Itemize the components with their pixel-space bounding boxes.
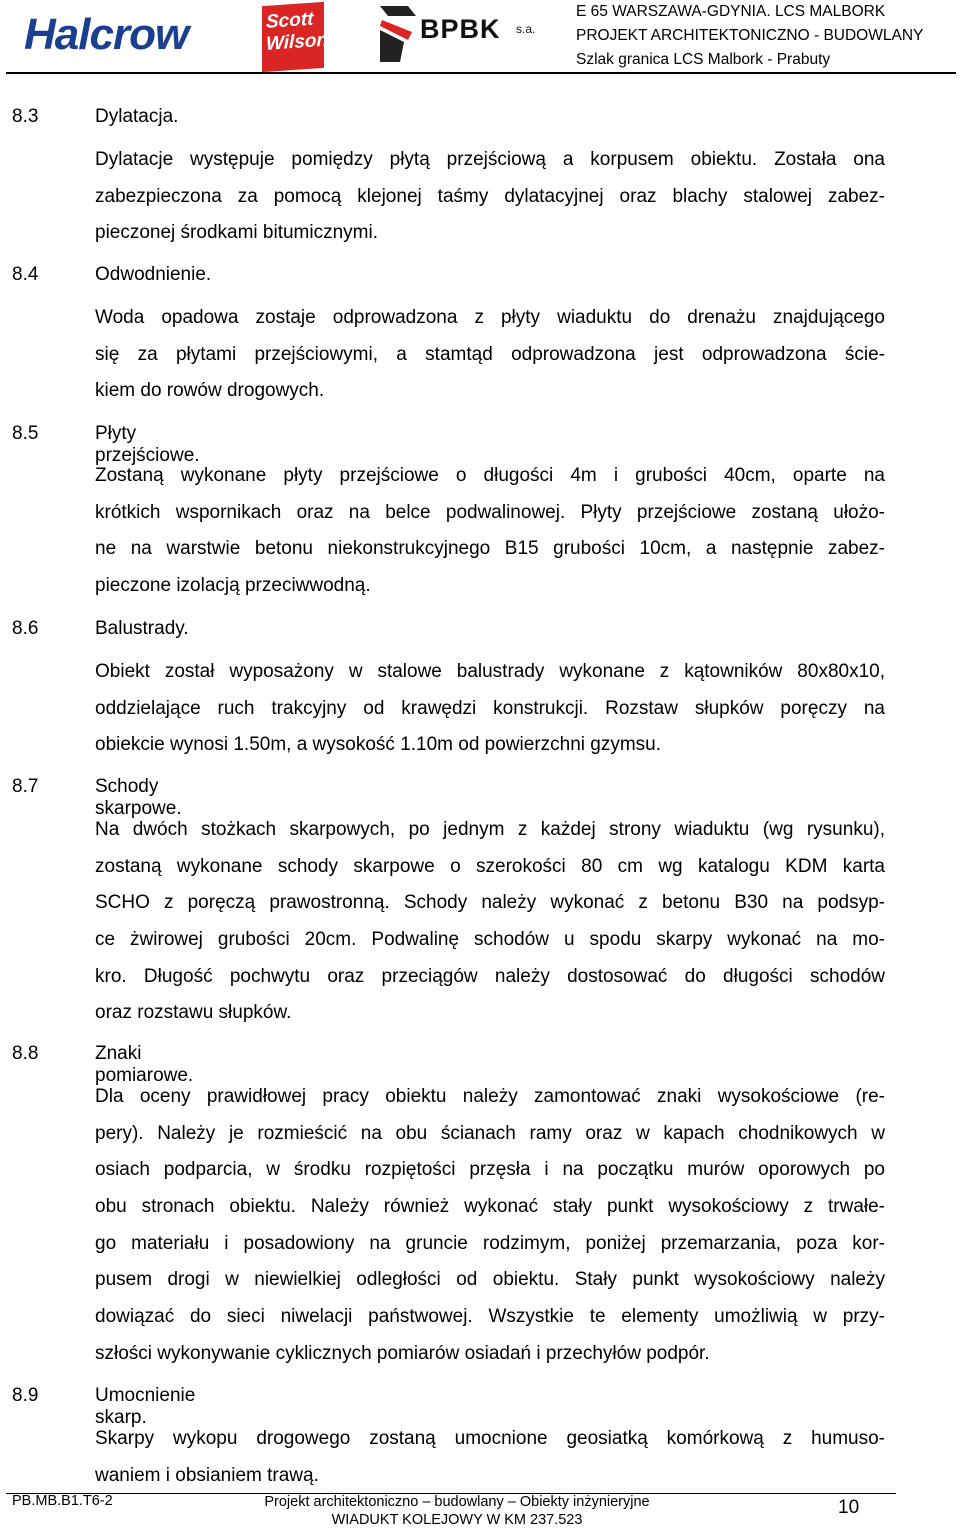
bpbk-logo-sa: s.a. xyxy=(516,22,536,36)
section-number: 8.5 xyxy=(12,423,39,444)
section-paragraph xyxy=(95,300,885,410)
section-number: 8.9 xyxy=(12,1385,39,1406)
section-number: 8.4 xyxy=(12,264,39,285)
header-project-info xyxy=(576,0,923,72)
paragraph-line: zostaną wykonane schody skarpowe o szerokości 80 cm wg katalogu KDM karta xyxy=(95,855,885,877)
paragraph-line: ne na warstwie betonu niekonstrukcyjnego B15 grubości 10cm, a następnie zabez- xyxy=(95,538,885,560)
paragraph-line: ce żwirowej grubości 20cm. Podwalinę schodów u spodu skarpy wykonać na mo- xyxy=(95,929,885,951)
section-paragraph xyxy=(95,1079,885,1373)
section-paragraph xyxy=(95,654,885,764)
paragraph-line: pieczone izolacją przeciwwodną. xyxy=(95,575,371,597)
paragraph-line: Skarpy wykopu drogowego zostaną umocnione geosiatką komórkową z humuso- xyxy=(95,1428,885,1449)
paragraph-line: SCHO z poręczą prawostronną. Schody należy wykonać z betonu B30 na podsyp- xyxy=(95,892,885,914)
section-title: Schody skarpowe. xyxy=(95,776,182,819)
page-number: 10 xyxy=(838,1497,860,1518)
footer-line-2: WIADUKT KOLEJOWY W KM 237.523 xyxy=(331,1512,583,1528)
header-line-2: PROJEKT ARCHITEKTONICZNO - BUDOWLANY xyxy=(576,27,924,44)
paragraph-line: kiem do rowów drogowych. xyxy=(95,380,325,402)
section-title: Dylatacja. xyxy=(95,106,179,127)
paragraph-line: oddzielające ruch trakcyjny od krawędzi konstrukcji. Rozstaw słupków poręczy na xyxy=(95,697,885,719)
footer-document-code: PB.MB.B1.T6-2 xyxy=(12,1493,113,1509)
section-paragraph xyxy=(95,458,885,605)
paragraph-line: Na dwóch stożkach skarpowych, po jednym z każdej strony wiaduktu (wg rysunku), xyxy=(95,819,885,840)
section-number: 8.7 xyxy=(12,776,39,797)
bpbk-mark-icon xyxy=(378,2,418,64)
bpbk-logo xyxy=(378,2,548,70)
paragraph-line: kro. Długość pochwytu oraz przeciągów należy dostosować do długości schodów xyxy=(95,965,885,987)
page-header xyxy=(0,0,960,74)
scott-wilson-logo xyxy=(262,2,329,72)
paragraph-line: się za płytami przejściowymi, a stamtąd odprowadzona jest odprowadzona ście- xyxy=(95,343,885,365)
paragraph-line: zabezpieczona za pomocą klejonej taśmy dylatacyjnej oraz blachy stalowej zabez- xyxy=(95,185,885,207)
bpbk-logo-text: BPBK xyxy=(420,14,501,44)
section-title: Balustrady. xyxy=(95,618,189,639)
paragraph-line: oraz rozstawu słupków. xyxy=(95,1002,292,1024)
section-title: Płyty przejściowe. xyxy=(95,423,200,466)
section-number: 8.8 xyxy=(12,1043,39,1064)
header-divider xyxy=(6,72,956,74)
section-title: Znaki pomiarowe. xyxy=(95,1043,194,1086)
section-title: Umocnienie skarp. xyxy=(95,1385,196,1428)
paragraph-line: osiach podparcia, w środku rozpiętości przęsła i na początku murów oporowych po xyxy=(95,1159,885,1181)
paragraph-line: dowiązać do sieci niwelacji państwowej. Wszystkie te elementy umożliwią w przy- xyxy=(95,1306,885,1328)
paragraph-line: Dylatacje występuje pomiędzy płytą przejściową a korpusem obiektu. Została ona xyxy=(95,149,885,170)
paragraph-line: szłości wykonywanie cyklicznych pomiarów osiadań i przechyłów podpór. xyxy=(95,1342,710,1364)
footer-line-1: Projekt architektoniczno – budowlany – Obiekty inżynieryjne xyxy=(264,1494,650,1510)
paragraph-line: go materiału i posadowiony na gruncie rodzimym, poniżej przemarzania, poza kor- xyxy=(95,1232,885,1254)
paragraph-line: krótkich wspornikach oraz na belce podwalinowej. Płyty przejściowe zostaną ułożo- xyxy=(95,501,885,523)
header-line-1: E 65 WARSZAWA-GDYNIA. LCS MALBORK xyxy=(576,3,886,20)
scott-wilson-logo-line2: Wilson xyxy=(266,29,329,55)
section-paragraph xyxy=(95,1421,885,1494)
paragraph-line: pusem drogi w niewielkiej odległości od obiektu. Stały punkt wysokościowy należy xyxy=(95,1269,885,1291)
paragraph-line: obiekcie wynosi 1.50m, a wysokość 1.10m od powierzchni gzymsu. xyxy=(95,734,662,756)
halcrow-logo: Halcrow xyxy=(24,10,189,59)
header-line-3: Szlak granica LCS Malbork - Prabuty xyxy=(576,51,831,68)
paragraph-line: Zostaną wykonane płyty przejściowe o długości 4m i grubości 40cm, oparte na xyxy=(95,465,885,486)
paragraph-line: obu stronach obiektu. Należy również wykonać stały punkt wysokościowy z trwałe- xyxy=(95,1196,885,1218)
paragraph-line: pieczonej środkami bitumicznymi. xyxy=(95,222,378,244)
section-title: Odwodnienie. xyxy=(95,264,212,285)
section-number: 8.6 xyxy=(12,618,39,639)
paragraph-line: Dla oceny prawidłowej pracy obiektu należy zamontować znaki wysokościowe (re- xyxy=(95,1086,885,1107)
section-paragraph xyxy=(95,142,885,252)
paragraph-line: pery). Należy je rozmieścić na obu ścianach ramy oraz w kapach chodnikowych w xyxy=(95,1122,885,1144)
paragraph-line: Woda opadowa zostaje odprowadzona z płyty wiaduktu do drenażu znajdującego xyxy=(95,307,885,328)
footer-project-title xyxy=(242,1493,672,1529)
paragraph-line: waniem i obsianiem trawą. xyxy=(95,1464,319,1486)
section-paragraph xyxy=(95,812,885,1032)
paragraph-line: Obiekt został wyposażony w stalowe balustrady wykonane z kątowników 80x80x10, xyxy=(95,661,885,682)
scott-wilson-logo-line1: Scott xyxy=(266,8,314,33)
section-number: 8.3 xyxy=(12,106,39,127)
